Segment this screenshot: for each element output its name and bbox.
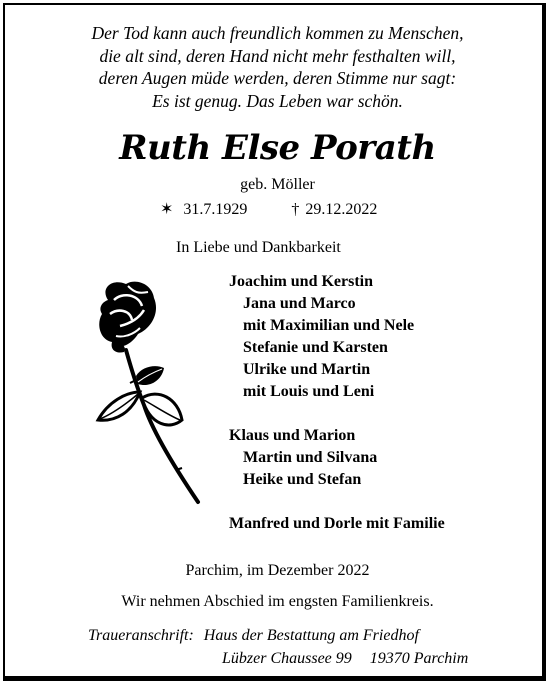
address-line-1	[88, 627, 419, 645]
poem	[0, 22, 555, 112]
poem-line: Der Tod kann auch freundlich kommen zu Menschen,	[91, 23, 464, 43]
mourner-line: Heike und Stefan	[243, 471, 362, 488]
mourner-line: Stefanie und Karsten	[243, 339, 388, 356]
mourner-line: Manfred und Dorle mit Familie	[229, 515, 445, 532]
address-line-2	[222, 650, 468, 668]
farewell-text: Wir nehmen Abschied im engsten Familienkreis.	[121, 593, 434, 610]
mourner-line: Klaus und Marion	[229, 427, 356, 444]
birth-name: geb. Möller	[240, 176, 315, 193]
address-name: Haus der Bestattung am Friedhof	[203, 627, 419, 644]
mourner-list	[229, 271, 445, 535]
mourner-line: mit Louis und Leni	[243, 383, 375, 400]
birth-star-icon: ✶	[160, 201, 174, 218]
death-cross-icon: †	[291, 201, 300, 218]
mourner-line: Joachim und Kerstin	[229, 273, 374, 290]
life-dates	[160, 199, 377, 219]
mourner-line: Ulrike und Martin	[243, 361, 371, 378]
address-street: Lübzer Chaussee 99	[222, 650, 352, 667]
intro-text: In Liebe und Dankbarkeit	[176, 239, 341, 256]
mourner-line: mit Maximilian und Nele	[243, 317, 415, 334]
poem-line: Es ist genug. Das Leben war schön.	[152, 90, 403, 111]
birth-date: 31.7.1929	[183, 201, 248, 218]
mourner-line: Martin und Silvana	[243, 449, 378, 466]
place-date: Parchim, im Dezember 2022	[185, 562, 370, 579]
mourner-line: Jana und Marco	[243, 295, 356, 312]
deceased-name: Ruth Else Porath	[119, 128, 436, 168]
address-city: 19370 Parchim	[369, 650, 469, 667]
rose-icon	[78, 280, 218, 505]
poem-line: deren Augen müde werden, deren Stimme nur sagt:	[98, 68, 457, 88]
death-date: 29.12.2022	[305, 201, 378, 218]
address-label: Traueranschrift:	[88, 627, 194, 644]
poem-line: die alt sind, deren Hand nicht mehr festhalten will,	[99, 45, 456, 66]
